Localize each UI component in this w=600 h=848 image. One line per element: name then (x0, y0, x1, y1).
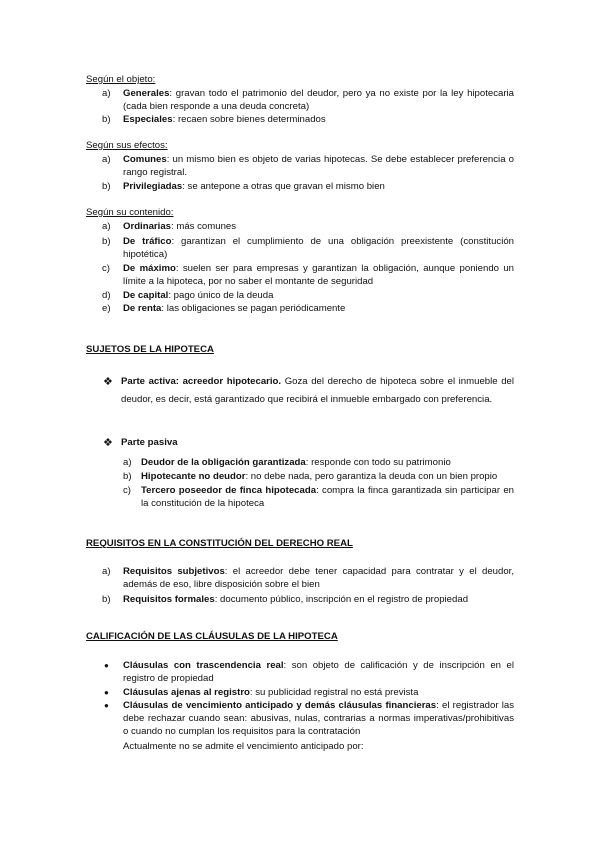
list-marker: a) (102, 88, 111, 99)
item-term: De renta (123, 303, 162, 314)
item-term: Hipotecante no deudor (141, 471, 246, 482)
bullet-dot-icon: ● (104, 688, 109, 697)
item-text: Goza del derecho de hipoteca sobre el inmueble del deudor, es decir, está garantizado que recibirá el inmueble embargado con preferencia. (121, 376, 514, 405)
item-term: Parte pasiva (121, 437, 178, 448)
item-term: De tráfico (123, 236, 172, 247)
list-marker: a) (102, 221, 111, 232)
item-term: De máximo (123, 263, 176, 274)
item-text: : el acreedor debe tener capacidad para contratar y el deudor, además de eso, libre disposición sobre el bien (123, 566, 515, 590)
item-term: Tercero poseedor de finca hipotecada (141, 485, 317, 496)
section-heading-objeto: Según el objeto: (86, 74, 156, 85)
item-text: : se antepone a otras que gravan el mismo bien (182, 181, 385, 192)
item-text: : son objeto de calificación y de inscripción en el registro de propiedad (123, 660, 514, 684)
item-text: : las obligaciones se pagan periódicamente (161, 303, 346, 314)
section-title-calificacion: CALIFICACIÓN DE LAS CLÁUSULAS DE LA HIPOTECA (86, 631, 338, 642)
item-term: Generales (123, 88, 170, 99)
bullet-dot-icon: ● (104, 701, 109, 710)
section-heading-efectos: Según sus efectos: (86, 140, 168, 151)
item-term: Comunes (123, 154, 167, 165)
item-text: : recaen sobre bienes determinados (172, 114, 326, 125)
list-marker: b) (102, 236, 111, 247)
list-marker: b) (123, 471, 132, 482)
item-text: : suelen ser para empresas y garantizan la obligación, aunque poniendo un límite a la hipoteca, por no saber el montante de seguridad (123, 263, 514, 287)
item-text: : responde con todo su patrimonio (305, 457, 451, 468)
item-text: : el registrador las debe rechazar cuando sean: abusivas, nulas, contrarias a normas imperativas/prohibitivas o cuando no cumplan los requisitos para la contratación (123, 700, 515, 737)
item-term: De capital (123, 290, 169, 301)
list-marker: d) (102, 290, 111, 301)
item-term: Deudor de la obligación garantizada (141, 457, 306, 468)
item-term: Cláusulas con trascendencia real (123, 660, 284, 671)
list-marker: b) (102, 114, 111, 125)
item-text: : su publicidad registral no está prevista (249, 687, 419, 698)
item-text: : compra la finca garantizada sin participar en la constitución de la hipoteca (141, 485, 515, 509)
item-text: : gravan todo el patrimonio del deudor, pero ya no existe por la ley hipotecaria (cada bien responde a una deuda concreta) (123, 88, 514, 112)
list-marker: a) (123, 457, 132, 468)
item-term: Parte activa: acreedor hipotecario. (121, 376, 282, 387)
item-text: : más comunes (171, 221, 237, 232)
list-marker: c) (102, 263, 110, 274)
item-text: : garantizan el cumplimiento de una obligación preexistente (constitución hipotética) (123, 236, 514, 260)
list-marker: a) (102, 154, 111, 165)
item-term: Requisitos subjetivos (123, 566, 225, 577)
list-marker: e) (102, 303, 111, 314)
diamond-bullet-icon: ❖ (103, 376, 113, 388)
diamond-bullet-icon: ❖ (103, 437, 113, 449)
item-term: Especiales (123, 114, 173, 125)
item-term: Cláusulas ajenas al registro (123, 687, 250, 698)
section-title-requisitos: REQUISITOS EN LA CONSTITUCIÓN DEL DERECHO REAL (86, 538, 353, 549)
item-text: : no debe nada, pero garantiza la deuda con un bien propio (245, 471, 498, 482)
item-text: : un mismo bien es objeto de varias hipotecas. Se debe establecer preferencia o rango registral. (123, 154, 514, 178)
list-marker: b) (102, 181, 111, 192)
list-marker: a) (102, 566, 111, 577)
item-term: Ordinarias (123, 221, 171, 232)
closing-text: Actualmente no se admite el vencimiento anticipado por: (123, 741, 364, 752)
item-term: Cláusulas de vencimiento anticipado y demás cláusulas financieras (123, 700, 437, 711)
section-title-sujetos: SUJETOS DE LA HIPOTECA (86, 344, 214, 355)
list-marker: b) (102, 594, 111, 605)
item-text: : pago único de la deuda (168, 290, 274, 301)
list-marker: c) (123, 485, 131, 496)
bullet-dot-icon: ● (104, 661, 109, 670)
item-term: Requisitos formales (123, 594, 215, 605)
item-text: : documento público, inscripción en el registro de propiedad (214, 594, 469, 605)
section-heading-contenido: Según su contenido: (86, 207, 174, 218)
item-term: Privilegiadas (123, 181, 183, 192)
